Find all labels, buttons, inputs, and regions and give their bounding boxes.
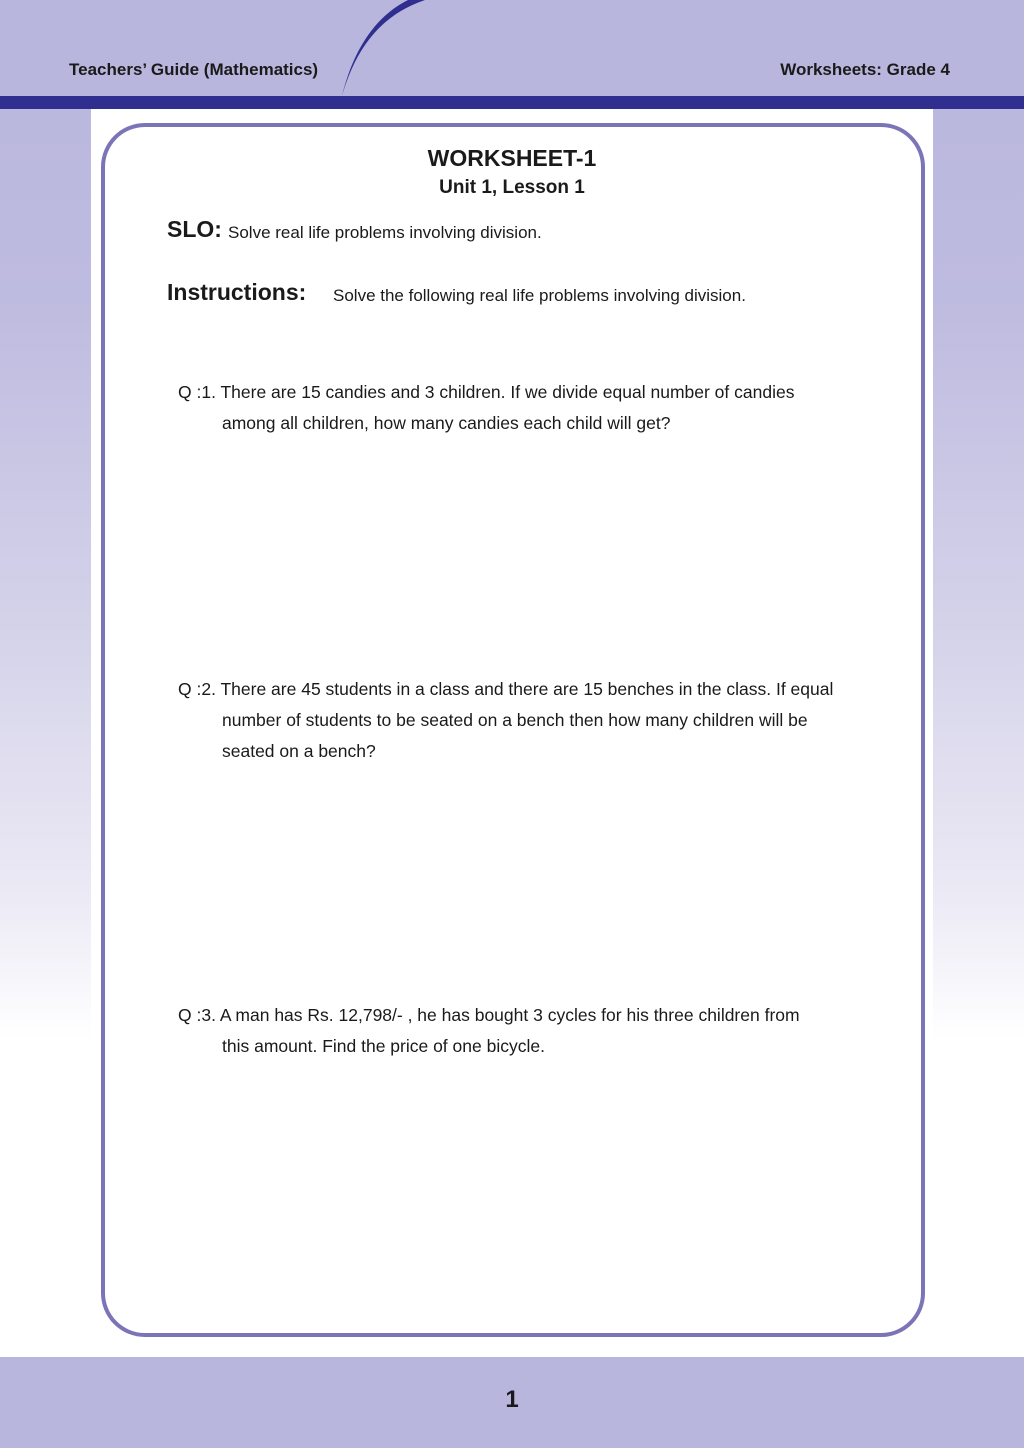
header-right-text: Worksheets: Grade 4 [780, 60, 950, 79]
page-number: 1 [505, 1386, 519, 1413]
question-1-number: Q :1. [178, 382, 216, 402]
question-2-first-line [178, 674, 844, 705]
question-3-continuation: this amount. Find the price of one bicycle. [222, 1036, 545, 1056]
slo-label: SLO: [167, 216, 222, 242]
worksheet-title: WORKSHEET-1 [427, 145, 597, 171]
slo-text: Solve real life problems involving division. [228, 223, 542, 242]
question-2 [178, 674, 844, 767]
worksheet-unit: Unit 1, Lesson 1 [439, 177, 585, 198]
question-2-text-line: There are 45 students in a class and there are 15 benches in the class. If equal [220, 679, 834, 699]
question-3 [178, 1000, 844, 1062]
question-1 [178, 377, 844, 439]
question-1-text-line: There are 15 candies and 3 children. If we divide equal number of candies [220, 382, 795, 402]
instructions-label: Instructions: [167, 279, 307, 305]
header-bar [0, 96, 1024, 109]
question-1-first-line [178, 377, 844, 408]
question-3-text-line: A man has Rs. 12,798/- , he has bought 3 cycles for his three children from [219, 1005, 800, 1025]
question-2-number: Q :2. [178, 679, 216, 699]
header-swoosh-decoration [0, 0, 1024, 110]
header-left-text: Teachers’ Guide (Mathematics) [69, 60, 319, 79]
instructions-text: Solve the following real life problems involving division. [333, 286, 746, 305]
question-3-number: Q :3. [178, 1005, 216, 1025]
question-3-first-line [178, 1000, 844, 1031]
question-1-continuation: among all children, how many candies each child will get? [222, 413, 671, 433]
question-2-continuation: number of students to be seated on a bench then how many children will be seated on a bench? [222, 710, 808, 761]
